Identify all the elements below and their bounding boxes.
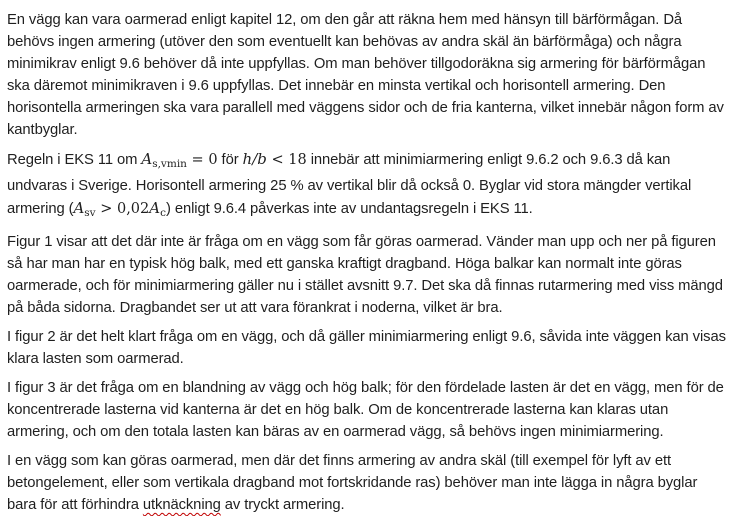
paragraph — [7, 231, 729, 319]
text-run: I en vägg som kan göras oarmerad, men där det finns armering av andra skäl (till exempel för lyft av ett betongelement, eller som vertikala dragband mot fortskridande ras) behöver man inte lägga in några byglar bara för att förhindra — [7, 453, 698, 513]
text-run: av tryckt armering. — [220, 497, 345, 513]
text-run: för — [217, 152, 243, 168]
text-run: innebär att minimiarmering enligt 9.6.2 och 9.6.3 då kan undvaras i Sverige. Horisontell armering 25 % av vertikal blir då också 0. Byglar vid stora mängder vertikal armering ( — [7, 152, 692, 217]
paragraph — [7, 377, 729, 443]
misspelled-word: utknäckning — [142, 497, 221, 513]
text-run: = 0 — [186, 152, 218, 168]
text-run: Regeln i EKS 11 om — [7, 152, 142, 168]
text-run: h/b — [242, 150, 267, 168]
text-run: sv — [84, 207, 96, 219]
text-run: A — [141, 150, 153, 168]
text-run: I figur 3 är det fråga om en blandning av vägg och hög balk; för den fördelade lasten är det en vägg, men för de koncentrerade lasterna vid kanterna är det en hög balk. Om de koncentrerade lasterna kan klaras utan armering, och om den totala lasten kan bäras av en oarmerad vägg, så behövs ingen minimiarmering. — [7, 380, 724, 440]
text-run: A — [73, 199, 85, 217]
text-run: I figur 2 är det helt klart fråga om en vägg, och då gäller minimiarmering enligt 9.6, såvida inte väggen kan visas klara lasten som oarmerad. — [7, 329, 726, 367]
text-run: > 0,02 — [95, 201, 150, 217]
text-run: A — [149, 199, 161, 217]
text-run: ) enligt 9.6.4 påverkas inte av undantagsregeln i EKS 11. — [166, 201, 533, 217]
text-run: c — [160, 207, 166, 219]
paragraph — [7, 148, 729, 224]
paragraph — [7, 326, 729, 370]
text-run: < 18 — [266, 152, 307, 168]
text-run: s,vmin — [152, 158, 187, 170]
paragraph — [7, 450, 729, 516]
paragraph — [7, 9, 729, 141]
text-run: En vägg kan vara oarmerad enligt kapitel 12, om den går att räkna hem med hänsyn till bärförmågan. Då behövs ingen armering (utöver den som eventuellt kan behövas av andra skäl än bärförmåga) och några minimikrav enligt 9.6 behöver då inte uppfyllas. Om man behöver tillgodoräkna sig armering för bärförmågan ska däremot minimikraven i 9.6 uppfyllas. Det innebär en minsta vertikal och horisontell armering. Den horisontella armeringen ska vara parallell med väggens sidor och de fria kanterna, vilket innebär någon form av kantbyglar. — [7, 12, 724, 138]
text-run: Figur 1 visar att det där inte är fråga om en vägg som får göras oarmerad. Vänder man upp och ner på figuren så har man har en typisk hög balk, med ett ganska kraftigt dragband. Höga balkar kan normalt inte göras oarmerade, och för minimiarmering gäller nu i stället avsnitt 9.7. Det ska då finnas rutarmering med viss mängd på båda sidorna. Dragbandet ser ut att vara förankrat i noderna, vilket är bra. — [7, 234, 723, 316]
document-body — [7, 9, 729, 516]
